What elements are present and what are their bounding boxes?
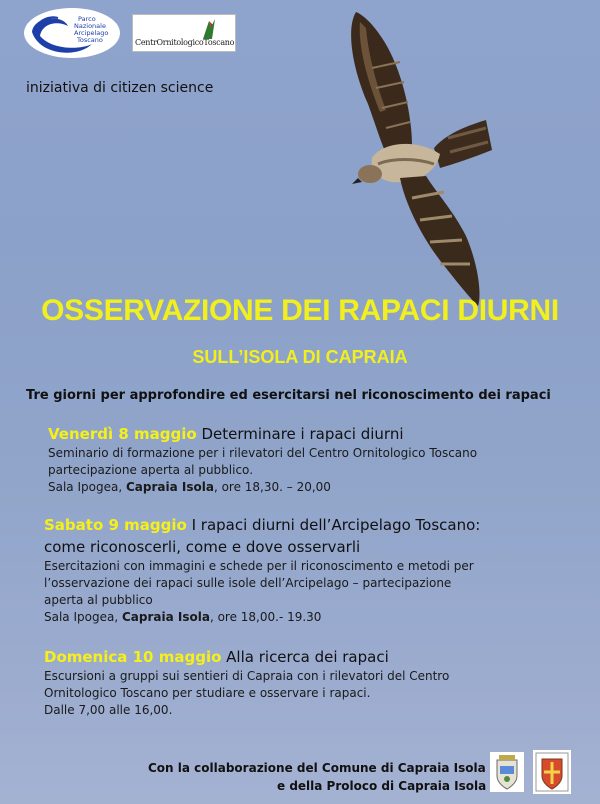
event-heading [44, 514, 480, 536]
collaboration-line-1: Con la collaborazione del Comune di Capraia Isola [148, 761, 486, 775]
raptor-image [316, 8, 498, 310]
cot-logo [132, 14, 236, 52]
event-venue: Sala Ipogea, [44, 610, 119, 624]
event-heading [48, 423, 477, 445]
park-logo-text-4: Toscano [77, 36, 103, 44]
tagline: Tre giorni per approfondire ed esercitarsi nel riconoscimento dei rapaci [26, 388, 551, 403]
event-description: aperta al pubblico [44, 593, 153, 607]
event-description: l’osservazione dei rapaci sulle isole dell’Arcipelago – partecipazione [44, 576, 452, 590]
event-heading [44, 646, 449, 668]
event-title: Alla ricerca dei rapaci [226, 648, 389, 666]
proloco-crest-icon [533, 750, 571, 794]
park-logo-text-1: Parco [78, 15, 96, 23]
event-venue-line [44, 609, 480, 626]
event-venue: Sala Ipogea, [48, 480, 123, 494]
collaboration-line-2: e della Proloco di Capraia Isola [277, 779, 487, 793]
page-title: OSSERVAZIONE DEI RAPACI DIURNI [41, 294, 559, 327]
event-time: , ore 18,30. – 20,00 [213, 480, 331, 494]
event-time: , ore 18,00.- 19.30 [209, 610, 322, 624]
event-saturday [44, 514, 480, 626]
park-logo-text-2: Nazionale [74, 22, 106, 30]
event-day: Sabato 9 maggio [44, 516, 187, 534]
event-description: Escursioni a gruppi sui sentieri di Capraia con i rilevatori del Centro [44, 669, 450, 683]
event-description: partecipazione aperta al pubblico. [48, 463, 254, 477]
page-subtitle: SULL’ISOLA DI CAPRAIA [192, 347, 408, 367]
event-venue-line [48, 479, 477, 496]
event-title: I rapaci diurni dell’Arcipelago Toscano: [191, 516, 481, 534]
event-sunday [44, 646, 449, 719]
park-logo [22, 6, 122, 60]
event-friday [48, 423, 477, 496]
event-description: Ornitologico Toscano per studiare e osservare i rapaci. [44, 686, 371, 700]
event-description: Dalle 7,00 alle 16,00. [44, 703, 173, 717]
event-description: Seminario di formazione per i rilevatori del Centro Ornitologico Toscano [48, 446, 478, 460]
event-place: Capraia Isola [125, 480, 214, 494]
event-description: Esercitazioni con immagini e schede per il riconoscimento e metodi per [44, 559, 474, 573]
comune-crest-icon [490, 752, 524, 792]
initiative-label: iniziativa di citizen science [26, 80, 214, 96]
cot-logo-text: CentrOrnitologicoToscano [135, 38, 235, 47]
event-title-line-2: come riconoscerli, come e dove osservarli [44, 538, 361, 556]
event-day: Venerdì 8 maggio [48, 425, 197, 443]
park-logo-text-3: Arcipelago [74, 29, 109, 37]
event-day: Domenica 10 maggio [44, 648, 222, 666]
event-title: Determinare i rapaci diurni [201, 425, 404, 443]
event-place: Capraia Isola [121, 610, 210, 624]
